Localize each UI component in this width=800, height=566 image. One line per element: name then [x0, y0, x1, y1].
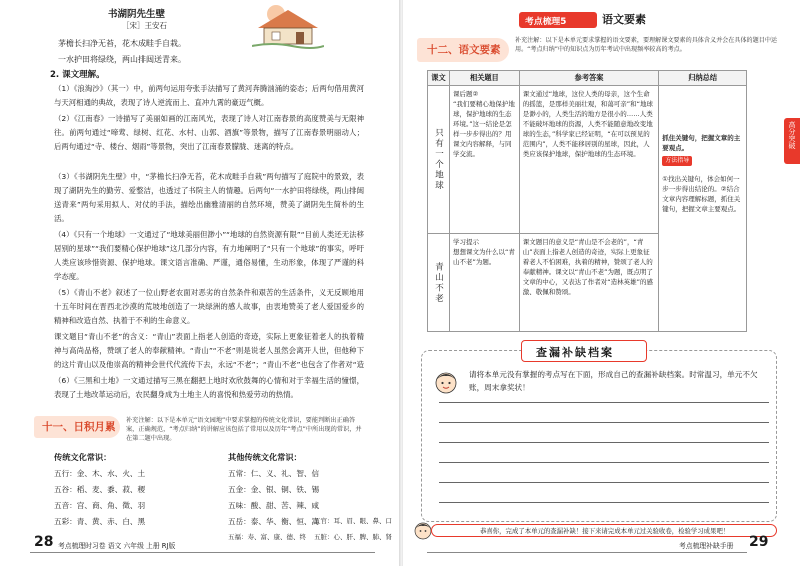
writing-line[interactable] [439, 482, 769, 483]
writing-line[interactable] [439, 422, 769, 423]
review-title: 查漏补缺档案 [536, 346, 614, 359]
page-number-right: 29 [749, 534, 769, 550]
ribbon-language-elements [417, 38, 509, 62]
culture-line: 五脏：心、肝、脾、肺、肾 [314, 533, 392, 541]
paragraph-6: 课文题目“青山不老”的含义：“青山”表面上指老人创造的奇迹，实际上更象征着老人的执着精神与高尚品格，赞颂了老人的奉献精神。“青山”“不老”则是说老人虽然会离开人世，但他种下的这片青山以及他崇高的精神会世代代流传下去，永远“不老”；“青山不老”也包含了作者对“造 [54, 332, 364, 369]
language-elements-table [427, 70, 747, 332]
footer-right: 考点梳理补缺手册 [679, 542, 734, 550]
answer-text: 课文题目的意义是“青山是不会老的”，“青山”表面上指老人创造的奇迹，实际上更象征着老人不怕困难，执着的精神，赞颂了老人的奉献精神。课文以“青山不老”为题，既点明了文章的中心，又表达了作者对“造林英雄”的感激、敬佩和赞颂。 [522, 238, 654, 296]
paragraph-3: （3）《书湖阴先生壁》中，“茅檐长扫净无苔，花木成畦手自栽”两句描写了庭院中的景致，表现了湖阴先生的勤劳、爱整洁，也透过了书院主人的情趣。后两句“一水护田将绿绕，两山排闼送青来”两句采用拟人、对仗的手法，描绘出幽雅清丽的自然环境，赞美了湖阴先生简朴的生活。 [54, 172, 364, 223]
culture-line: 五常：仁、义、礼、智、信 [228, 469, 320, 478]
house-illustration [252, 2, 324, 50]
section-2-heading: 2. 课文理解。 [50, 70, 105, 80]
culture-line: 五音：宫、商、角、徵、羽 [54, 501, 146, 510]
culture-line: 五金：金、银、铜、铁、锡 [228, 485, 320, 494]
paragraph-7: （6）《三黑和土地》一文通过描写三黑在翻把上地时欢欣鼓舞的心情和对于幸福生活的憧憬，表现了土地改革运动后，农民翻身成为土地主人的喜悦和热爱劳动的热情。 [54, 376, 364, 399]
poem-title: 书湖阴先生壁 [108, 9, 166, 20]
paragraph-5: （5）《青山不老》叙述了一位山野老农面对恶劣的自然条件和艰苦的生活条件，义无反顾地用十五年时间在晋西北沙漠的荒坡地创造了一块绿洲的感人故事，由衷地赞美了老人爱国爱乡的精神和改造自然、执着于不利的生命意义。 [54, 288, 364, 325]
culture-line: 五彩：青、黄、赤、白、黑 [54, 517, 146, 526]
traditional-culture-heading: 传统文化常识： [54, 452, 112, 462]
writing-line[interactable] [439, 462, 769, 463]
question-cell [449, 234, 519, 332]
student-avatar-icon [433, 368, 459, 396]
ribbon-accumulation-label: 十一、日积月累 [42, 421, 116, 433]
table-header: 归纳总结 [659, 71, 747, 86]
table-header-row [428, 71, 747, 86]
language-elements-note: 补充注解：以下是本单元要求掌握的语文要素，要理解课文要素的具体含义并会在具体的题目中运用。“考点归纳”中的知识点为历年考试中出现频率较高的考点。 [515, 37, 778, 53]
culture-line: 五官：耳、眉、眼、鼻、口 [314, 517, 392, 525]
table-header: 相关题目 [449, 71, 519, 86]
culture-line: 五行：金、木、水、火、土 [54, 469, 146, 478]
poem-line-1: 茅檐长扫净无苔，花木成畦手自栽。 [58, 39, 186, 48]
student-small-icon [413, 519, 433, 541]
section-badge-label: 考点梳理5 [525, 17, 567, 27]
question-text: 学习提示 想想课文为什么以“青山不老”为题。 [452, 238, 515, 266]
lesson-cell: 只有一个地球 [428, 86, 450, 234]
review-prompt: 请将本单元没有掌握的考点写在下面，形成自己的查漏补缺档案。时常温习，单元不欠账，周末拿奖状！ [469, 370, 758, 392]
right-page [403, 0, 800, 566]
footer-left: 考点梳理时习卷 语文 六年级 上册 RJ版 [58, 542, 176, 550]
review-title-box [521, 340, 647, 362]
question-text: 课后题② “我们要精心地保护地球，保护地球的生态环境。”这一结论是怎样一步步得出的？用课文内容解释，与同学交流。 [452, 90, 515, 158]
writing-line[interactable] [439, 402, 769, 403]
culture-line: 五味：酸、甜、苦、辣、咸 [228, 501, 320, 510]
paragraph-2: （2）《江南春》一诗描写了美丽如画的江南风光，表现了诗人对江南春景的高度赞美与无限神往。前两句通过“啼莺、绿树、红花、水村、山郭、酒旗”等景物，描写了江南春景明丽动人；后两句通过“寺、楼台、烟雨”等景物，突出了江南春景朦胧、迷离的特点。 [54, 114, 364, 151]
side-tab [784, 118, 800, 164]
summary-tips: ①找出关键句，体会如何一步一步得出结论的。②结合文章内容理解标题，抓住关键句，把握文章主要观点。 [662, 175, 741, 213]
ribbon-language-elements-label: 十二、语文要素 [427, 44, 501, 56]
side-tab-label: 高分突破 [788, 121, 796, 149]
table-header: 参考答案 [519, 71, 659, 86]
table-header: 课文 [428, 71, 450, 86]
bottom-banner-text: 恭喜你，完成了本单元的查漏补缺！接下来请完成本单元过关验收卷，检验学习成果吧！ [480, 527, 730, 535]
ribbon-accumulation-note: 补充注解：以下是本单元“语文园地”中要求掌握的传统文化常识，要能判断出正确答案，正确规范，“考点归纳”的讲解应该包括了常用以及历年“考点”中所出现的常识，并在第二题中出现。 [126, 417, 362, 442]
summary-cell [659, 86, 747, 332]
other-culture-heading: 其他传统文化常识： [228, 452, 302, 462]
lesson-cell: 青山不老 [428, 234, 450, 332]
poem-author: ［宋］王安石 [122, 21, 167, 30]
writing-line[interactable] [439, 442, 769, 443]
question-cell [449, 86, 519, 234]
culture-line: 五谷：稻、麦、黍、菽、稷 [54, 485, 146, 494]
poem-line-2: 一水护田将绿绕，两山排闼送青来。 [58, 55, 186, 64]
section-title: 语文要素 [602, 13, 646, 26]
footer-rule [427, 552, 747, 553]
method-tag: 方法指导 [662, 156, 692, 166]
page-number-left: 28 [34, 534, 54, 550]
answer-cell [519, 86, 659, 234]
culture-line: 五岳：泰、华、衡、恒、嵩 [228, 517, 320, 526]
ribbon-accumulation [34, 416, 120, 438]
paragraph-1: （1）《浪淘沙》（其一）中，前两句运用夸张手法描写了黄河奔腾汹涌的姿态；后两句借用黄河与天河相通的典故，表现了诗人逆流而上、直冲九霄的豪迈气概。 [54, 84, 364, 107]
table-row [428, 86, 747, 234]
answer-cell [519, 234, 659, 332]
writing-line[interactable] [439, 502, 769, 503]
section-badge [519, 12, 597, 28]
culture-line: 五福：寿、富、康、德、终 [228, 533, 306, 541]
answer-text: 课文通过“地球，这位人类的母亲，这个生命的摇篮，是那样美丽壮观，和蔼可亲”和“地球是渺小的，人类生活的地方是很小的……人类不能破坏地球的资源，人类不能随意地改变地球的生态，”科学家已经证明，“在可以预见的范围内”，人类不能移居别的星球，因此，人类应该保护地球，保护地球的生态环境。 [522, 90, 654, 158]
paragraph-4: （4）《只有一个地球》一文通过了“地球美丽但渺小”“地球的自然资源有限”“目前人类还无法移居别的星球”“我们要精心保护地球”这几部分内容，有力地阐明了“只有一个地球”的事实，呼吁人类应该珍惜资源、保护地球。课文语言准确、严谨，通俗易懂，生动形象，体现了严谨的科学态度。 [54, 230, 364, 281]
bottom-banner [431, 524, 777, 537]
summary-note: 抓住关键句，把握文章的主要观点。 [662, 134, 741, 152]
footer-rule [30, 552, 375, 553]
